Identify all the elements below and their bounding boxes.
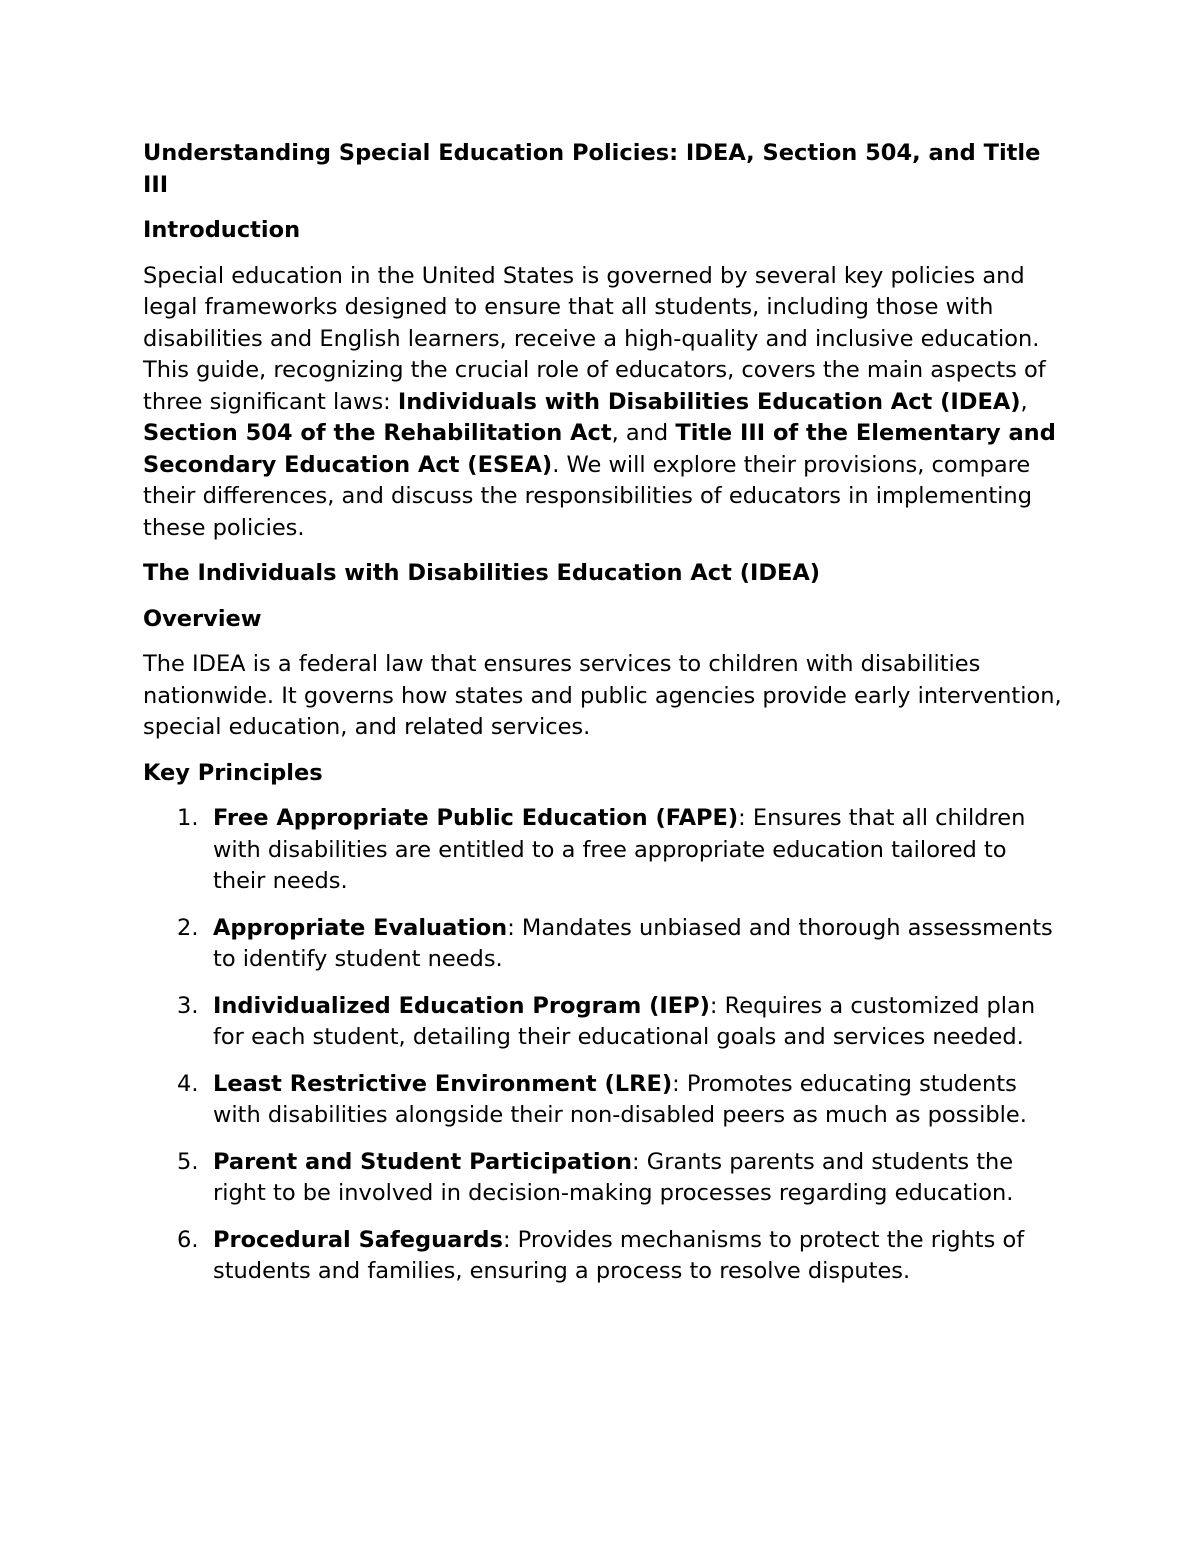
intro-law-title-iii: Title III of the Elementary and Secondary Education Act (ESEA) xyxy=(143,420,1056,478)
list-item xyxy=(143,1147,1063,1210)
list-item-term: Appropriate Evaluation xyxy=(213,914,508,941)
list-item-description: : Requires a customized plan for each student, detailing their educational goals and services needed. xyxy=(213,992,1036,1050)
list-item-number: 1. xyxy=(177,805,199,831)
list-item-number: 4. xyxy=(177,1070,199,1097)
list-item-description: : Ensures that all children with disabilities are entitled to a free appropriate education tailored to their needs. xyxy=(213,805,1026,894)
list-item-term: Least Restrictive Environment (LRE) xyxy=(213,1070,673,1097)
list-item-term: Free Appropriate Public Education (FAPE) xyxy=(213,805,739,831)
intro-text-1: Special education in the United States is governed by several key policies and legal frameworks designed to ensure that all students, including those with disabilities and English learners, receive a high-quality and inclusive education. This guide, recognizing the crucial role of educators, covers the main aspects of three significant laws: xyxy=(143,262,1046,415)
introduction-heading: Introduction xyxy=(143,217,301,243)
intro-law-section-504: Section 504 of the Rehabilitation Act xyxy=(143,420,612,446)
introduction-paragraph xyxy=(143,261,1063,545)
intro-text-2: . We will explore their provisions, compare their differences, and discuss the responsibilities of educators in implementing these policies. xyxy=(143,451,1032,541)
list-item-description: : Promotes educating students with disabilities alongside their non-disabled peers as much as possible. xyxy=(213,1070,1027,1128)
overview-heading: Overview xyxy=(143,605,262,632)
intro-law-idea: Individuals with Disabilities Education Act (IDEA) xyxy=(397,388,1021,415)
list-item-number: 3. xyxy=(177,992,199,1019)
idea-heading: The Individuals with Disabilities Education Act (IDEA) xyxy=(143,560,821,586)
list-item-term: Individualized Education Program (IEP) xyxy=(213,992,710,1019)
list-item-description: : Mandates unbiased and thorough assessments to identify student needs. xyxy=(213,914,1053,972)
document-title: Understanding Special Education Policies: IDEA, Section 504, and Title III xyxy=(143,140,1041,198)
list-item xyxy=(143,991,1063,1054)
list-item-number: 2. xyxy=(177,914,199,941)
list-item xyxy=(143,1069,1063,1132)
list-item-description: : Grants parents and students the right to be involved in decision-making processes regarding education. xyxy=(213,1148,1014,1206)
list-item-term: Parent and Student Participation xyxy=(213,1148,633,1175)
intro-separator-1: , xyxy=(1020,388,1028,415)
overview-paragraph: The IDEA is a federal law that ensures services to children with disabilities nationwide. It governs how states and public agencies provide early intervention, special education, and related services. xyxy=(143,651,1062,740)
key-principles-list xyxy=(143,803,1063,1288)
list-item xyxy=(143,803,1063,898)
list-item xyxy=(143,913,1063,976)
list-item-description: : Provides mechanisms to protect the rights of students and families, ensuring a process to resolve disputes. xyxy=(213,1226,1025,1284)
key-principles-heading: Key Principles xyxy=(143,759,323,786)
intro-separator-2: , and xyxy=(611,420,676,446)
list-item-term: Procedural Safeguards xyxy=(213,1226,503,1253)
document-page xyxy=(143,138,1063,1303)
list-item-number: 5. xyxy=(177,1148,199,1175)
list-item-number: 6. xyxy=(177,1226,199,1253)
list-item xyxy=(143,1225,1063,1288)
